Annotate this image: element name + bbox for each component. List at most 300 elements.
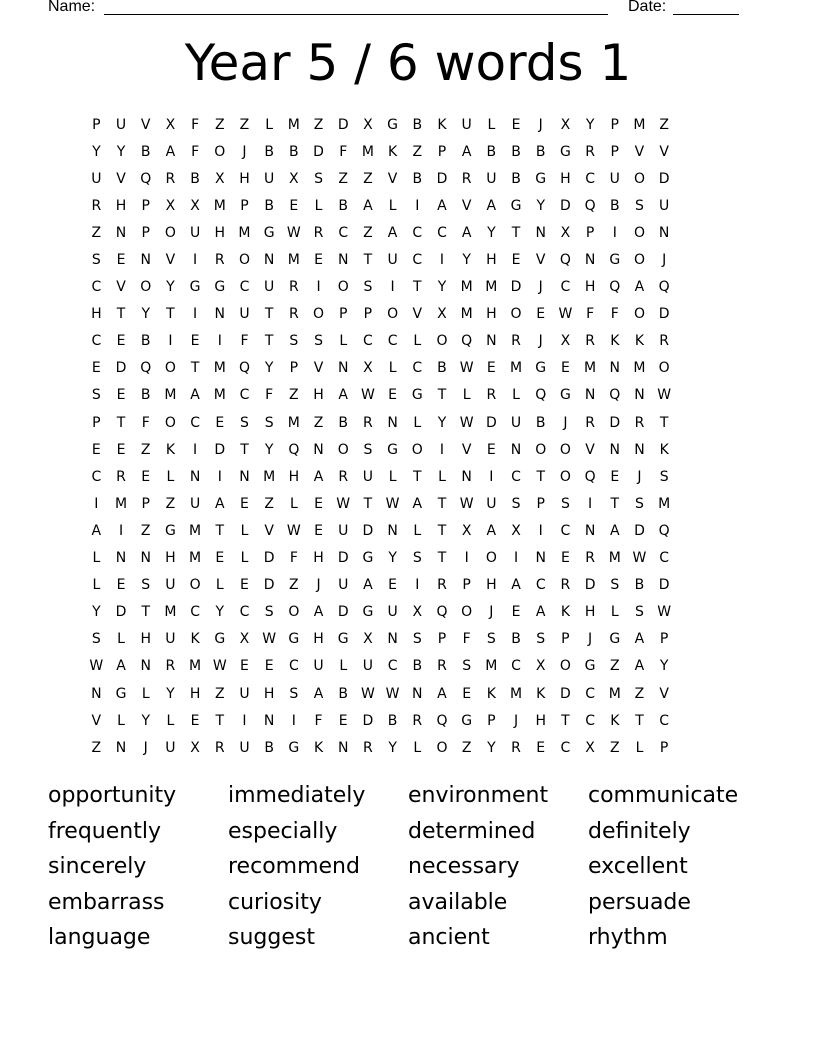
grid-letter: E	[560, 550, 570, 567]
grid-letter: G	[461, 712, 473, 729]
grid-letter: A	[313, 468, 324, 485]
grid-letter: A	[313, 604, 324, 621]
grid-letter: R	[486, 387, 497, 404]
grid-row	[84, 192, 732, 219]
grid-letter: N	[91, 685, 102, 702]
grid-letter: M	[608, 685, 621, 702]
grid-letter: N	[584, 522, 596, 539]
grid-letter: R	[313, 224, 324, 241]
grid-letter: N	[510, 441, 522, 458]
grid-letter: B	[486, 143, 497, 160]
grid-letter: T	[264, 333, 274, 350]
grid-letter: F	[191, 116, 200, 133]
grid-letter: A	[511, 577, 521, 594]
grid-letter: P	[487, 712, 496, 729]
grid-letter: N	[412, 685, 423, 702]
grid-letter: D	[584, 577, 596, 594]
grid-letter: M	[460, 306, 473, 323]
grid-letter: X	[560, 116, 571, 133]
grid-letter: G	[387, 116, 399, 133]
grid-letter: A	[634, 631, 645, 648]
page-title: Year 5 / 6 words 1	[184, 34, 632, 92]
grid-letter: N	[387, 631, 398, 648]
grid-letter: O	[535, 441, 547, 458]
grid-letter: C	[437, 224, 447, 241]
grid-letter: Y	[141, 306, 150, 323]
grid-letter: I	[291, 712, 296, 729]
grid-letter: T	[363, 495, 373, 512]
grid-letter: N	[634, 441, 645, 458]
grid-letter: G	[609, 252, 621, 269]
grid-letter: Y	[659, 658, 669, 675]
grid-letter: Q	[140, 360, 152, 377]
grid-letter: N	[387, 414, 398, 431]
grid-letter: Q	[436, 604, 448, 621]
grid-letter: H	[560, 170, 571, 187]
grid-row	[84, 707, 732, 734]
grid-letter: N	[535, 550, 546, 567]
grid-letter: S	[240, 414, 249, 431]
grid-letter: J	[513, 712, 519, 729]
grid-letter: C	[288, 658, 299, 675]
grid-letter: T	[536, 468, 545, 485]
name-blank-line[interactable]	[104, 14, 608, 15]
grid-letter: T	[190, 360, 200, 377]
grid-letter: M	[238, 224, 251, 241]
grid-letter: V	[116, 170, 126, 187]
grid-letter: T	[437, 387, 447, 404]
grid-letter: T	[561, 712, 570, 729]
grid-letter: B	[511, 631, 521, 648]
grid-letter: E	[338, 712, 348, 729]
grid-letter: V	[264, 522, 274, 539]
grid-letter: K	[634, 333, 645, 350]
grid-letter: M	[213, 197, 226, 214]
grid-letter: K	[190, 631, 200, 648]
grid-letter: C	[91, 468, 102, 485]
grid-letter: Q	[658, 279, 670, 296]
grid-letter: C	[659, 712, 670, 729]
grid-letter: C	[91, 279, 102, 296]
grid-letter: V	[461, 441, 472, 458]
grid-letter: B	[338, 414, 349, 431]
grid-letter: N	[263, 712, 275, 729]
grid-letter: I	[193, 441, 198, 458]
grid-letter: L	[438, 468, 446, 485]
grid-letter: N	[115, 739, 127, 756]
grid-letter: J	[316, 577, 321, 594]
grid-row	[84, 680, 732, 707]
grid-letter: L	[339, 658, 348, 675]
grid-letter: Z	[165, 495, 176, 512]
grid-letter: X	[363, 116, 373, 133]
grid-letter: T	[635, 712, 644, 729]
grid-letter: C	[560, 522, 571, 539]
grid-letter: N	[337, 252, 349, 269]
grid-row	[84, 355, 732, 382]
grid-letter: V	[116, 279, 126, 296]
grid-letter: W	[360, 387, 375, 404]
grid-letter: T	[166, 306, 175, 323]
word-bank-item: communicate	[588, 783, 739, 808]
grid-letter: E	[388, 387, 398, 404]
grid-letter: M	[509, 360, 523, 377]
grid-letter: C	[560, 739, 571, 756]
grid-letter: Q	[535, 387, 547, 404]
grid-letter: J	[662, 252, 667, 269]
grid-letter: I	[538, 522, 543, 539]
grid-letter: Z	[91, 739, 102, 756]
grid-letter: H	[165, 550, 176, 567]
grid-letter: L	[117, 631, 125, 648]
grid-letter: L	[413, 739, 422, 756]
grid-letter: Z	[313, 116, 324, 133]
grid-letter: O	[633, 252, 645, 269]
grid-letter: E	[610, 468, 620, 485]
grid-letter: F	[141, 414, 150, 431]
word-bank-item: available	[408, 889, 508, 915]
grid-letter: I	[316, 279, 321, 296]
grid-row	[84, 246, 732, 273]
grid-letter: Y	[141, 712, 150, 729]
date-blank-line[interactable]	[673, 14, 739, 15]
grid-letter: N	[609, 441, 621, 458]
grid-letter: Z	[214, 116, 225, 133]
grid-letter: L	[339, 333, 348, 350]
grid-letter: T	[413, 468, 422, 485]
grid-letter: C	[585, 685, 595, 702]
grid-letter: C	[363, 333, 373, 350]
grid-letter: A	[190, 387, 200, 404]
grid-letter: C	[190, 604, 200, 621]
grid-letter: Z	[461, 739, 472, 756]
grid-letter: C	[535, 577, 546, 594]
grid-letter: T	[610, 495, 620, 512]
grid-letter: H	[313, 387, 324, 404]
grid-letter: P	[610, 143, 619, 160]
grid-letter: I	[439, 252, 445, 269]
grid-letter: L	[610, 604, 619, 621]
grid-letter: B	[437, 360, 447, 377]
grid-letter: E	[215, 414, 225, 431]
grid-letter: X	[535, 658, 546, 675]
grid-letter: R	[412, 712, 423, 729]
grid-letter: T	[437, 495, 447, 512]
grid-letter: M	[658, 495, 671, 512]
word-bank-item: ancient	[408, 925, 490, 951]
grid-letter: S	[560, 495, 570, 512]
grid-letter: U	[338, 522, 349, 539]
grid-letter: B	[511, 143, 521, 160]
grid-letter: L	[215, 577, 224, 594]
grid-letter: P	[536, 495, 545, 512]
grid-letter: B	[535, 143, 546, 160]
grid-letter: E	[116, 333, 126, 350]
grid-letter: W	[459, 414, 474, 431]
grid-letter: A	[461, 143, 472, 160]
grid-letter: O	[633, 170, 645, 187]
grid-letter: D	[115, 360, 127, 377]
grid-letter: U	[239, 685, 250, 702]
grid-letter: O	[164, 224, 176, 241]
grid-letter: E	[116, 252, 126, 269]
grid-letter: Q	[461, 333, 473, 350]
grid-letter: M	[485, 658, 498, 675]
grid-letter: D	[658, 306, 670, 323]
grid-letter: X	[585, 739, 595, 756]
grid-letter: S	[264, 414, 274, 431]
grid-letter: E	[91, 441, 101, 458]
word-search-grid	[84, 111, 732, 761]
word-bank	[48, 780, 768, 958]
grid-letter: A	[461, 224, 472, 241]
word-bank-item: language	[48, 925, 151, 951]
grid-letter: K	[659, 441, 669, 458]
grid-letter: Q	[609, 279, 621, 296]
grid-letter: N	[486, 333, 497, 350]
grid-letter: Q	[238, 360, 250, 377]
grid-letter: A	[338, 387, 348, 404]
grid-letter: G	[189, 279, 201, 296]
grid-letter: L	[388, 197, 397, 214]
grid-letter: R	[585, 414, 595, 431]
grid-letter: V	[659, 685, 669, 702]
grid-letter: U	[165, 631, 176, 648]
grid-letter: M	[213, 387, 226, 404]
grid-row	[84, 165, 732, 192]
grid-letter: W	[657, 604, 672, 621]
grid-letter: E	[314, 252, 323, 269]
grid-letter: P	[141, 197, 150, 214]
grid-letter: E	[116, 577, 126, 594]
grid-letter: E	[91, 360, 101, 377]
grid-letter: E	[511, 252, 521, 269]
header-line	[48, 0, 748, 18]
grid-letter: M	[263, 468, 276, 485]
grid-letter: A	[634, 279, 645, 296]
grid-letter: S	[486, 631, 496, 648]
grid-letter: L	[388, 360, 397, 377]
grid-letter: O	[510, 306, 522, 323]
grid-letter: W	[262, 631, 277, 648]
grid-letter: X	[190, 739, 200, 756]
grid-letter: I	[390, 279, 395, 296]
grid-letter: W	[89, 658, 104, 675]
grid-letter: F	[314, 712, 323, 729]
grid-letter: R	[288, 279, 299, 296]
grid-letter: H	[486, 306, 497, 323]
grid-letter: P	[141, 495, 150, 512]
grid-letter: C	[560, 279, 571, 296]
grid-letter: X	[190, 197, 200, 214]
grid-letter: Y	[437, 279, 447, 296]
grid-letter: R	[116, 468, 126, 485]
grid-letter: M	[584, 360, 597, 377]
grid-letter: H	[214, 224, 226, 241]
grid-row	[84, 301, 732, 328]
grid-letter: V	[535, 252, 546, 269]
grid-letter: R	[91, 197, 102, 214]
grid-letter: S	[412, 631, 422, 648]
grid-letter: N	[140, 658, 151, 675]
grid-letter: R	[338, 468, 349, 485]
grid-letter: X	[560, 333, 571, 350]
grid-letter: X	[165, 116, 176, 133]
grid-letter: S	[289, 333, 299, 350]
grid-letter: U	[362, 468, 374, 485]
grid-letter: Y	[215, 604, 225, 621]
grid-letter: L	[635, 739, 644, 756]
grid-letter: A	[535, 604, 546, 621]
grid-letter: H	[313, 550, 324, 567]
grid-letter: B	[387, 712, 398, 729]
grid-letter: O	[436, 739, 448, 756]
grid-letter: E	[215, 550, 225, 567]
grid-letter: D	[313, 143, 324, 160]
grid-letter: V	[165, 252, 176, 269]
grid-letter: E	[240, 495, 249, 512]
grid-row	[84, 490, 732, 517]
grid-letter: L	[413, 414, 422, 431]
grid-letter: L	[487, 116, 496, 133]
grid-letter: J	[563, 414, 568, 431]
grid-letter: O	[411, 441, 423, 458]
grid-letter: Y	[264, 441, 274, 458]
grid-letter: T	[240, 441, 249, 458]
grid-letter: C	[412, 252, 423, 269]
grid-letter: D	[115, 604, 127, 621]
grid-letter: F	[610, 306, 619, 323]
grid-letter: F	[265, 387, 274, 404]
grid-letter: E	[190, 333, 200, 350]
grid-letter: F	[240, 333, 249, 350]
grid-letter: U	[362, 658, 374, 675]
grid-letter: P	[240, 197, 249, 214]
grid-letter: T	[659, 414, 669, 431]
word-bank-item: necessary	[408, 854, 520, 880]
grid-row	[84, 517, 732, 544]
grid-letter: U	[387, 604, 398, 621]
grid-letter: W	[657, 387, 672, 404]
grid-letter: Z	[313, 414, 324, 431]
grid-letter: A	[363, 577, 373, 594]
grid-row	[84, 734, 732, 761]
grid-letter: G	[584, 658, 596, 675]
grid-letter: E	[511, 604, 521, 621]
word-bank-item: recommend	[228, 854, 360, 880]
grid-letter: N	[584, 387, 596, 404]
grid-letter: M	[164, 387, 177, 404]
grid-letter: M	[164, 604, 177, 621]
grid-letter: T	[264, 306, 274, 323]
grid-letter: T	[437, 522, 447, 539]
grid-letter: Y	[92, 143, 101, 160]
grid-letter: N	[461, 468, 472, 485]
grid-letter: W	[336, 495, 351, 512]
grid-letter: U	[510, 414, 522, 431]
grid-letter: O	[658, 360, 670, 377]
grid-letter: M	[460, 279, 473, 296]
grid-letter: A	[486, 197, 497, 214]
grid-letter: G	[214, 279, 226, 296]
grid-letter: G	[609, 631, 621, 648]
grid-letter: T	[437, 550, 447, 567]
grid-letter: S	[412, 550, 422, 567]
grid-letter: G	[559, 143, 571, 160]
grid-letter: Y	[116, 143, 126, 160]
grid-letter: J	[538, 279, 543, 296]
grid-letter: R	[634, 414, 645, 431]
grid-row	[84, 653, 732, 680]
grid-letter: K	[610, 333, 620, 350]
grid-letter: B	[190, 170, 200, 187]
grid-letter: P	[437, 631, 447, 648]
grid-letter: S	[91, 252, 101, 269]
grid-letter: L	[413, 522, 422, 539]
grid-letter: Q	[559, 252, 571, 269]
grid-letter: M	[509, 685, 523, 702]
grid-letter: B	[609, 197, 620, 214]
grid-letter: O	[387, 306, 399, 323]
grid-letter: A	[165, 143, 176, 160]
grid-letter: Q	[584, 468, 596, 485]
grid-letter: T	[116, 414, 126, 431]
grid-letter: G	[535, 360, 547, 377]
grid-letter: B	[535, 414, 546, 431]
grid-letter: S	[141, 577, 151, 594]
grid-letter: E	[240, 577, 249, 594]
grid-letter: F	[339, 143, 348, 160]
grid-letter: G	[387, 441, 399, 458]
grid-letter: X	[363, 631, 373, 648]
grid-letter: F	[586, 306, 595, 323]
grid-letter: C	[239, 279, 250, 296]
grid-letter: U	[486, 170, 497, 187]
grid-letter: R	[511, 739, 521, 756]
grid-letter: G	[411, 387, 423, 404]
grid-letter: X	[412, 604, 423, 621]
grid-letter: I	[193, 252, 198, 269]
grid-letter: Q	[288, 441, 300, 458]
grid-letter: R	[165, 170, 176, 187]
grid-letter: O	[313, 306, 325, 323]
grid-letter: A	[437, 685, 447, 702]
grid-letter: N	[658, 224, 670, 241]
grid-letter: K	[165, 441, 175, 458]
grid-letter: S	[635, 495, 644, 512]
grid-letter: R	[214, 739, 225, 756]
grid-letter: D	[337, 116, 349, 133]
grid-letter: Y	[166, 685, 175, 702]
grid-row	[84, 599, 732, 626]
grid-letter: W	[459, 495, 474, 512]
grid-letter: S	[314, 333, 323, 350]
grid-letter: R	[288, 306, 299, 323]
grid-letter: Y	[437, 414, 447, 431]
grid-letter: S	[289, 685, 299, 702]
grid-letter: A	[363, 197, 373, 214]
grid-letter: G	[288, 739, 300, 756]
grid-letter: G	[115, 685, 127, 702]
grid-letter: R	[437, 658, 447, 675]
grid-letter: I	[94, 495, 99, 512]
grid-letter: H	[263, 685, 275, 702]
grid-letter: Y	[585, 116, 595, 133]
grid-letter: W	[558, 306, 573, 323]
grid-letter: P	[437, 143, 447, 160]
grid-letter: V	[585, 441, 595, 458]
grid-letter: M	[114, 495, 128, 512]
